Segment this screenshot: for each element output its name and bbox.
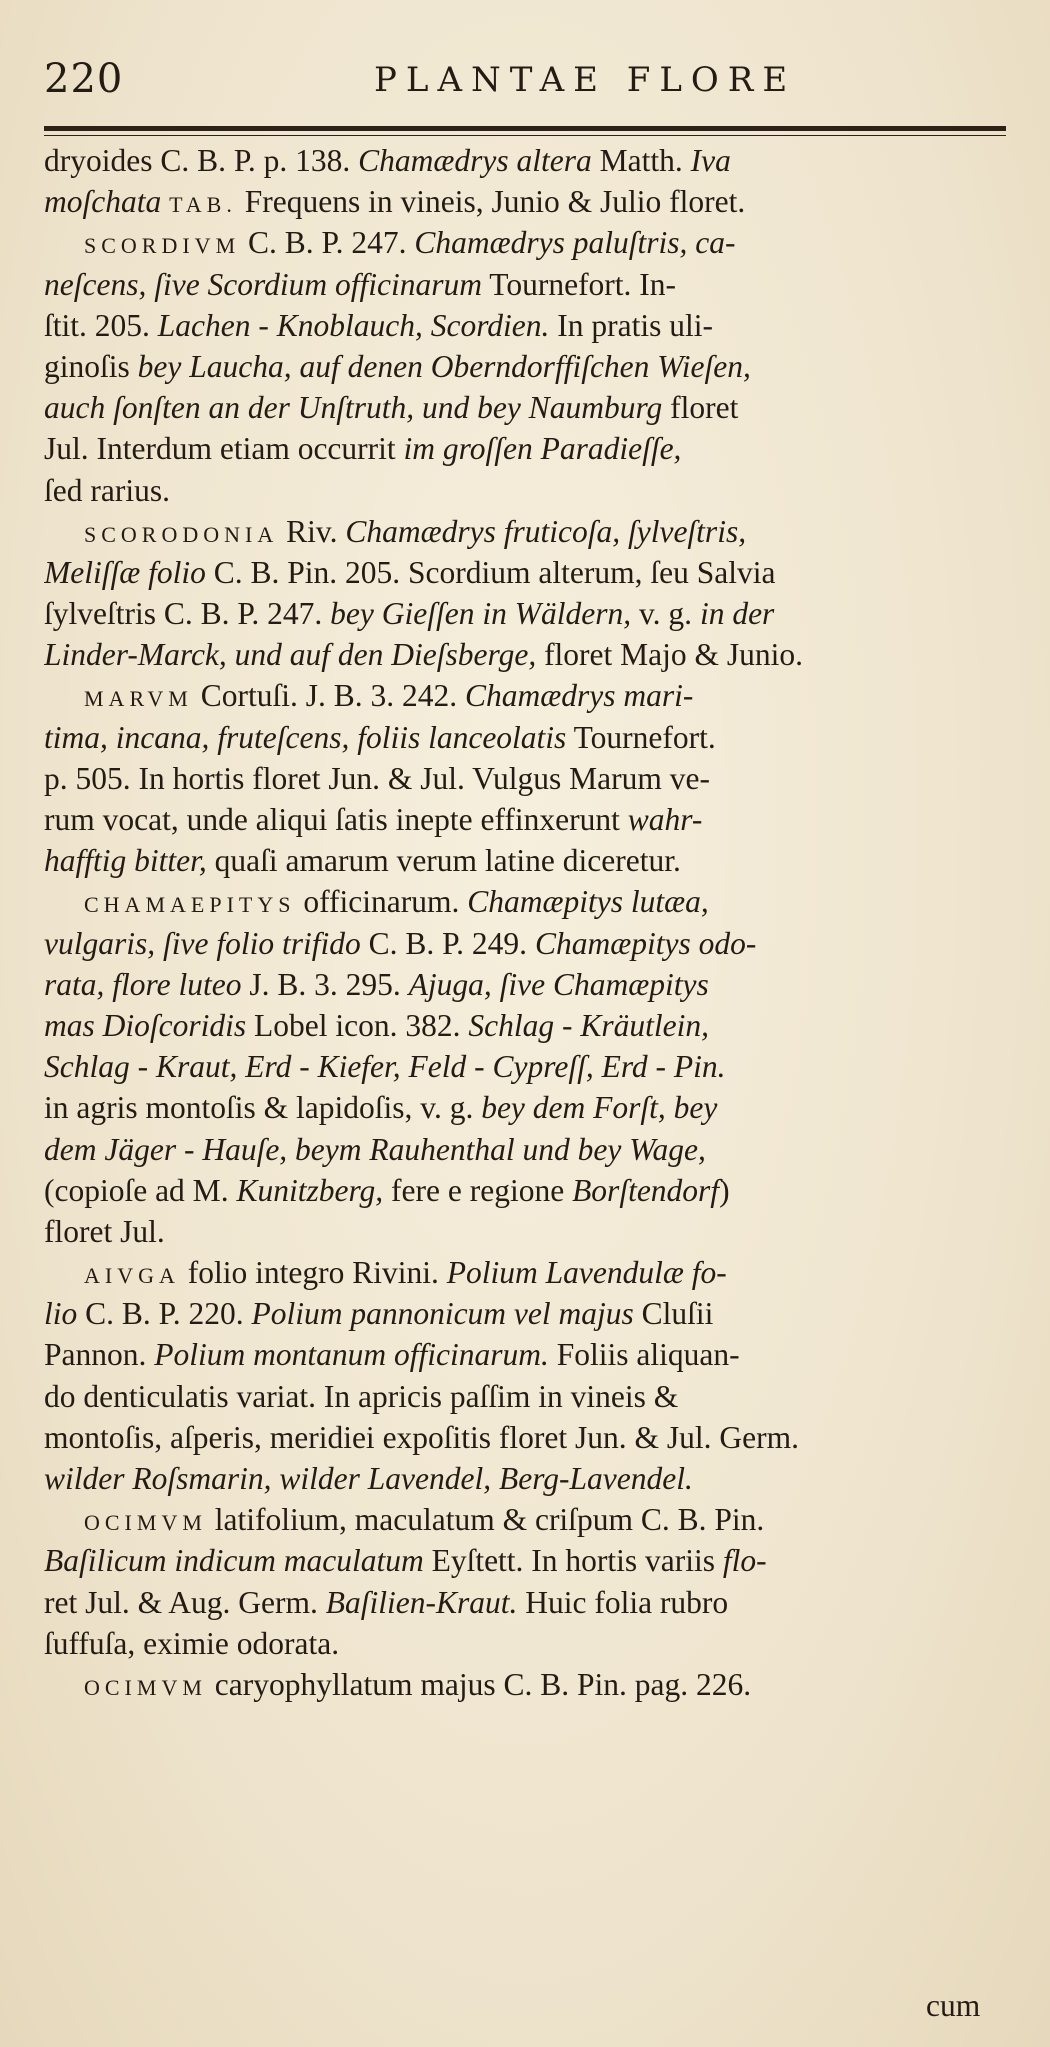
text-span: floret	[662, 390, 739, 426]
italic-text: Chamædrys altera	[358, 143, 592, 178]
text-span: folio integro Rivini.	[179, 1255, 447, 1291]
italic-text: moſchata	[44, 184, 162, 220]
italic-text: bey dem Forſt, bey	[481, 1090, 718, 1126]
page-header	[44, 56, 1004, 116]
text-line	[44, 1417, 1019, 1458]
text-span: floret Majo & Junio.	[536, 637, 804, 673]
text-span: fere e regione	[383, 1172, 573, 1208]
text-span: in agris montoſis & lapidoſis, v. g.	[44, 1090, 482, 1126]
plant-name: CHAMAEPITYS	[84, 892, 296, 918]
italic-text: Baſilicum indicum maculatum	[44, 1543, 424, 1579]
italic-text: in der	[699, 596, 775, 632]
text-line	[44, 140, 1019, 181]
text-span: (copioſe ad M.	[44, 1172, 237, 1208]
italic-text: dem Jäger - Hauſe, beym Rauhenthal und bey Wage,	[44, 1131, 706, 1167]
italic-text: Meliſſæ folio	[44, 554, 206, 590]
italic-text: Polium montanum officinarum.	[154, 1337, 549, 1373]
italic-text: rata, flore luteo	[44, 966, 242, 1002]
text-span: Tournefort.	[566, 719, 716, 755]
italic-text: Chamæpitys odo-	[534, 925, 757, 961]
text-span: Frequens in vineis, Junio & Julio floret.	[236, 184, 746, 220]
italic-text: Polium pannonicum vel majus	[251, 1296, 634, 1332]
italic-text: im groſſen Paradieſſe,	[403, 431, 682, 467]
italic-text: Linder-Marck, und auf den Dieſsberge,	[44, 637, 537, 673]
text-line	[44, 1252, 1019, 1293]
text-span: )	[719, 1172, 730, 1208]
text-line	[44, 1376, 1019, 1417]
text-line	[44, 1334, 1019, 1375]
text-span: rum vocat, unde aliqui ſatis inepte effinxerunt	[44, 802, 628, 837]
plant-name: SCORODONIA	[84, 521, 279, 547]
text-line	[44, 1211, 1019, 1252]
text-line	[44, 1046, 1019, 1087]
text-line	[44, 1664, 1019, 1705]
text-line	[44, 264, 1019, 305]
text-line	[44, 758, 1019, 799]
italic-text: Chamædrys mari-	[464, 678, 694, 714]
text-line	[44, 552, 1019, 593]
italic-text: Chamædrys fruticoſa, ſylveſtris,	[345, 513, 747, 549]
text-line	[44, 1087, 1019, 1128]
text-span: Pannon.	[44, 1337, 155, 1373]
italic-text: bey Laucha, auf denen Oberndorffiſchen Wieſen,	[137, 348, 751, 384]
plant-name: SCORDIVM	[84, 233, 241, 259]
text-line	[44, 346, 1019, 387]
text-line	[44, 1293, 1019, 1334]
text-span: Cluſii	[633, 1296, 714, 1332]
italic-text: Kunitzberg,	[236, 1172, 384, 1208]
italic-text: flo-	[722, 1543, 767, 1579]
text-line	[44, 964, 1019, 1005]
text-line	[44, 470, 1019, 511]
italic-text: lio	[44, 1296, 78, 1332]
text-line	[44, 1499, 1019, 1540]
text-span: ſuffuſa, eximie odorata.	[44, 1625, 340, 1661]
text-line	[44, 1005, 1019, 1046]
italic-text: vulgaris, ſive folio trifido	[44, 925, 361, 961]
text-line	[44, 1129, 1019, 1170]
running-head: PLANTAE FLORE	[374, 60, 797, 100]
text-line	[44, 593, 1019, 634]
text-line	[44, 1623, 1019, 1664]
text-span	[161, 184, 169, 219]
italic-text: wahr-	[627, 802, 703, 837]
italic-text: Baſilien-Kraut.	[325, 1584, 518, 1620]
text-span: ret Jul. & Aug. Germ.	[44, 1584, 326, 1620]
italic-text: Schlag - Kräutlein,	[468, 1007, 709, 1043]
text-span: C. B. P. 247.	[240, 225, 415, 261]
text-line	[44, 511, 1019, 552]
text-line	[44, 634, 1019, 675]
plant-name: TAB.	[169, 192, 237, 218]
text-span: p. 505. In hortis floret Jun. & Jul. Vulgus Marum ve-	[44, 760, 710, 796]
text-span: ginoſis	[44, 348, 138, 384]
text-line	[44, 923, 1019, 964]
text-line	[44, 222, 1019, 263]
text-span: Lobel icon. 382.	[246, 1007, 469, 1043]
italic-text: tima, incana, fruteſcens, foliis lanceolatis	[44, 719, 567, 755]
italic-text: Ajuga, ſive Chamæpitys	[408, 966, 709, 1002]
text-span: C. B. Pin. 205. Scordium alterum, ſeu Salvia	[205, 554, 776, 590]
text-span: dryoides C. B. P. p. 138.	[44, 143, 359, 178]
italic-text: wilder Roſsmarin, wilder Lavendel, Berg-Lavendel.	[44, 1461, 693, 1496]
text-span: Tournefort. In-	[482, 266, 677, 302]
text-span: ſtit. 205.	[44, 307, 158, 343]
text-span: do denticulatis variat. In apricis paſſim in vineis &	[44, 1378, 679, 1414]
text-line	[44, 1458, 1019, 1499]
text-span: Matth.	[591, 143, 691, 178]
header-rule-thin	[44, 135, 1006, 136]
text-span: C. B. P. 249.	[360, 925, 535, 961]
plant-name: OCIMVM	[84, 1510, 207, 1536]
plant-name: MARVM	[84, 686, 193, 712]
italic-text: Chamædrys paluſtris, ca-	[414, 225, 736, 261]
plant-name: AIVGA	[84, 1263, 180, 1289]
text-line	[44, 1582, 1019, 1623]
catchword: cum	[926, 1988, 981, 2023]
text-span: quaſi amarum verum latine diceretur.	[206, 843, 681, 879]
text-line	[44, 840, 1019, 881]
text-span: montoſis, aſperis, meridiei expoſitis floret Jun. & Jul. Germ.	[44, 1419, 800, 1455]
text-span: v. g.	[631, 596, 700, 632]
text-span: C. B. P. 220.	[77, 1296, 252, 1332]
italic-text: bey Gieſſen in Wäldern,	[330, 596, 632, 632]
body-text	[44, 140, 1019, 1705]
text-line	[44, 881, 1019, 922]
text-span: Eyſtett. In hortis variis	[423, 1543, 723, 1579]
text-line	[44, 428, 1019, 469]
italic-text: Lachen - Knoblauch, Scordien.	[157, 307, 550, 343]
text-line	[44, 717, 1019, 758]
italic-text: Iva	[690, 143, 731, 178]
text-span: ſylveſtris C. B. P. 247.	[44, 596, 331, 632]
header-rule-thick	[44, 126, 1006, 131]
page-number: 220	[44, 56, 124, 102]
text-span: Riv.	[278, 513, 346, 549]
text-span: caryophyllatum majus C. B. Pin. pag. 226.	[206, 1666, 752, 1702]
italic-text: Polium Lavendulæ fo-	[446, 1255, 727, 1291]
italic-text: mas Dioſcoridis	[44, 1007, 247, 1043]
text-span: Huic folia rubro	[517, 1584, 729, 1620]
text-line	[44, 799, 1019, 840]
text-line	[44, 181, 1019, 222]
plant-name: OCIMVM	[84, 1674, 207, 1700]
text-line	[44, 387, 1019, 428]
text-span: In pratis uli-	[549, 307, 714, 343]
italic-text: Chamæpitys lutæa,	[467, 884, 709, 920]
text-span: latifolium, maculatum & criſpum C. B. Pin.	[206, 1502, 765, 1538]
italic-text: hafftig bitter,	[44, 843, 207, 879]
italic-text: Borſtendorf	[572, 1172, 720, 1208]
text-span: Cortuſi. J. B. 3. 242.	[192, 678, 465, 714]
text-line	[44, 675, 1019, 716]
text-span: officinarum.	[295, 884, 468, 920]
text-line	[44, 1540, 1019, 1581]
text-span: ſed rarius.	[44, 472, 170, 508]
italic-text: Schlag - Kraut, Erd - Kiefer, Feld - Cypreſſ, Erd - Pin.	[44, 1049, 726, 1085]
text-span: J. B. 3. 295.	[241, 966, 409, 1002]
text-line	[44, 305, 1019, 346]
italic-text: auch ſonſten an der Unſtruth, und bey Naumburg	[44, 390, 663, 426]
text-span: Jul. Interdum etiam occurrit	[44, 431, 404, 467]
text-span: floret Jul.	[44, 1213, 165, 1249]
text-line	[44, 1170, 1019, 1211]
text-span: Foliis aliquan-	[548, 1337, 740, 1373]
italic-text: neſcens, ſive Scordium officinarum	[44, 266, 482, 302]
